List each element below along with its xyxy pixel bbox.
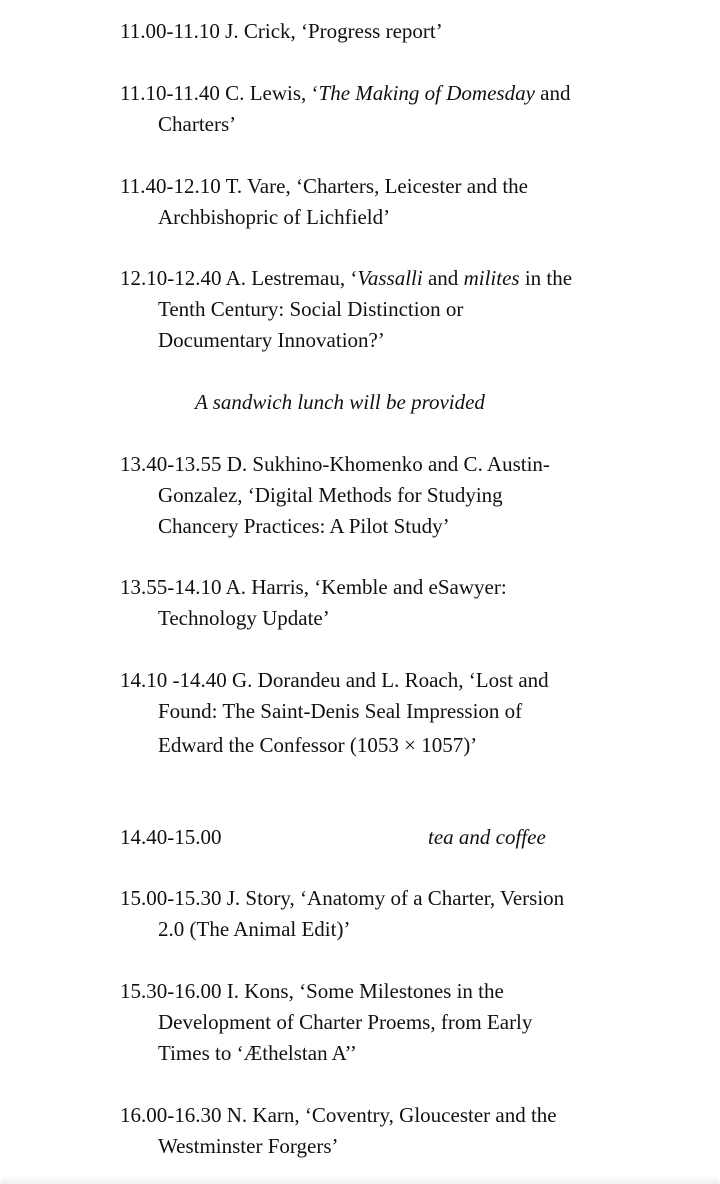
schedule-entry-lestremau [120, 263, 650, 356]
schedule-entry-story [120, 883, 650, 945]
tea-break-row [120, 822, 650, 853]
entry-line: 11.40-12.10 T. Vare, ‘Charters, Leicester and the [120, 174, 529, 198]
entry-line: Charters’ [158, 112, 237, 136]
entry-line: 11.00-11.10 J. Crick, ‘Progress report’ [120, 19, 443, 43]
entry-line: 16.00-16.30 N. Karn, ‘Coventry, Gloucester and the [120, 1103, 557, 1127]
entry-text: 12.10-12.40 A. Lestremau, ‘ [120, 266, 358, 290]
entry-line [120, 263, 650, 294]
entry-line: Westminster Forgers’ [158, 1134, 339, 1158]
page-edge-shadow [0, 1174, 720, 1184]
entry-text: and [534, 81, 571, 105]
entry-text: 11.10-11.40 C. Lewis, ‘ [120, 81, 319, 105]
entry-term-italic: milites [463, 266, 520, 290]
schedule-entry-dorandeu [120, 665, 650, 761]
break-label: tea and coffee [428, 825, 546, 849]
entry-text: in the [519, 266, 573, 290]
entry-line: Found: The Saint-Denis Seal Impression of [158, 699, 523, 723]
entry-line: Gonzalez, ‘Digital Methods for Studying [158, 483, 503, 507]
entry-title-italic: The Making of Domesday [318, 81, 535, 105]
entry-text: and [422, 266, 464, 290]
entry-line: Archbishopric of Lichfield’ [158, 205, 391, 229]
entry-line: Chancery Practices: A Pilot Study’ [158, 514, 450, 538]
entry-line: Tenth Century: Social Distinction or [158, 297, 464, 321]
entry-line: 13.40-13.55 D. Sukhino-Khomenko and C. Austin- [120, 452, 550, 476]
entry-line: 13.55-14.10 A. Harris, ‘Kemble and eSawyer: [120, 575, 507, 599]
lunch-note: A sandwich lunch will be provided [195, 390, 485, 414]
entry-line: 15.30-16.00 I. Kons, ‘Some Milestones in the [120, 979, 504, 1003]
entry-line: 14.10 -14.40 G. Dorandeu and L. Roach, ‘Lost and [120, 668, 549, 692]
entry-line [120, 78, 650, 109]
entry-line: Edward the Confessor (1053 × 1057)’ [158, 733, 478, 757]
entry-term-italic: Vassalli [357, 266, 423, 290]
schedule-entry-harris [120, 572, 650, 634]
schedule-entry-karn [120, 1100, 650, 1162]
entry-line: Technology Update’ [158, 606, 330, 630]
schedule-entry-crick [120, 16, 650, 47]
break-time: 14.40-15.00 [120, 825, 222, 849]
entry-line: Times to ‘Æthelstan A’’ [158, 1041, 357, 1065]
schedule-entry-vare [120, 171, 650, 233]
schedule-entry-kons [120, 976, 650, 1069]
entry-line: Documentary Innovation?’ [158, 328, 385, 352]
entry-line: Development of Charter Proems, from Early [158, 1010, 533, 1034]
schedule-entry-sukhino-khomenko [120, 449, 650, 542]
entry-line: 15.00-15.30 J. Story, ‘Anatomy of a Charter, Version [120, 886, 565, 910]
entry-line: 2.0 (The Animal Edit)’ [158, 917, 351, 941]
schedule-entry-lewis [120, 78, 650, 140]
